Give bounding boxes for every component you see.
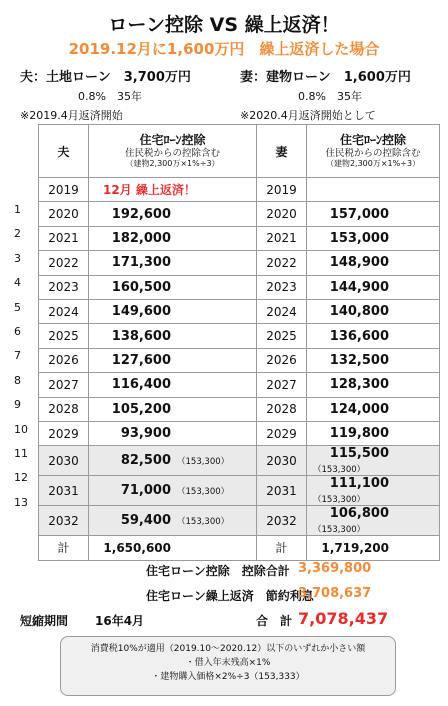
table-row bbox=[39, 226, 440, 250]
husband-year: 2023 bbox=[39, 275, 89, 299]
wife-amount: 148,900 bbox=[329, 255, 389, 271]
table-row bbox=[39, 476, 440, 506]
husband-year: 2024 bbox=[39, 299, 89, 323]
wife-amount-cell bbox=[307, 476, 440, 506]
tax-note-box bbox=[60, 636, 396, 696]
row-number: 10 bbox=[14, 423, 28, 436]
husband-year: 2028 bbox=[39, 397, 89, 421]
wife-year: 2020 bbox=[257, 202, 307, 226]
husband-amount: 127,600 bbox=[111, 352, 171, 368]
husband-year: 2022 bbox=[39, 251, 89, 275]
wife-year: 2024 bbox=[257, 299, 307, 323]
table-row bbox=[39, 299, 440, 323]
table-row bbox=[39, 251, 440, 275]
wife-amount: 132,500 bbox=[329, 352, 389, 368]
wife-amount-cell bbox=[307, 446, 440, 476]
husband-year: 2021 bbox=[39, 226, 89, 250]
husband-loan-start: ※2019.4月返済開始 bbox=[20, 109, 123, 122]
wife-amount: 157,000 bbox=[329, 206, 389, 222]
grand-total-value: 7,078,437 bbox=[298, 609, 389, 628]
husband-amount-cell bbox=[89, 275, 257, 299]
husband-amount: 71,000 bbox=[120, 483, 171, 499]
wife-amount: 115,500 bbox=[329, 446, 389, 462]
husband-amount-cell bbox=[89, 421, 257, 445]
husband-amount-cell bbox=[89, 251, 257, 275]
wife-amount: 106,800 bbox=[329, 506, 389, 522]
husband-total-cell bbox=[89, 536, 257, 560]
husband-header: 夫 bbox=[39, 125, 89, 178]
row-number: 12 bbox=[14, 471, 28, 484]
prepay-note: 12月 繰上返済！ bbox=[103, 183, 196, 198]
table-row bbox=[39, 397, 440, 421]
tax-note-line: 消費税10%が適用（2019.10～2020.12）以下のいずれか小さい額 bbox=[90, 644, 366, 654]
row-number: 6 bbox=[14, 325, 21, 338]
row-number: 1 bbox=[14, 203, 21, 216]
deduction-total-label: 住宅ローン控除 控除合計 bbox=[146, 564, 290, 578]
husband-amount: 105,200 bbox=[111, 401, 171, 417]
husband-amount-cell bbox=[89, 397, 257, 421]
wife-amount-cell bbox=[307, 421, 440, 445]
wife-year: 2019 bbox=[257, 178, 307, 202]
wife-amount-cell bbox=[307, 299, 440, 323]
husband-total-label: 計 bbox=[39, 536, 89, 560]
row-number: 4 bbox=[14, 276, 21, 289]
wife-year: 2023 bbox=[257, 275, 307, 299]
husband-sub-amount: （153,300） bbox=[177, 517, 230, 528]
wife-amount: 140,800 bbox=[329, 304, 389, 320]
wife-amount-cell bbox=[307, 348, 440, 372]
wife-loan-start: ※2020.4月返済開始として bbox=[240, 109, 376, 122]
wife-amount-cell bbox=[307, 178, 440, 202]
wife-sub-amount: （153,300） bbox=[313, 465, 366, 476]
husband-amount-cell bbox=[89, 446, 257, 476]
husband-amount: 138,600 bbox=[111, 328, 171, 344]
husband-loan-rate: 0.8% 35年 bbox=[78, 90, 142, 103]
table-header-row bbox=[39, 125, 440, 178]
table-row-2019 bbox=[39, 178, 440, 202]
husband-amount: 149,600 bbox=[111, 304, 171, 320]
deduction-title: 住宅ﾛｰﾝ控除 bbox=[139, 132, 206, 147]
wife-amount-cell bbox=[307, 324, 440, 348]
wife-year: 2029 bbox=[257, 421, 307, 445]
wife-year: 2032 bbox=[257, 506, 307, 536]
husband-amount: 182,000 bbox=[111, 230, 171, 246]
husband-year: 2025 bbox=[39, 324, 89, 348]
wife-year: 2025 bbox=[257, 324, 307, 348]
wife-amount: 124,000 bbox=[329, 401, 389, 417]
wife-year: 2026 bbox=[257, 348, 307, 372]
wife-loan-title: 妻：建物ローン 1,600万円 bbox=[240, 70, 411, 85]
husband-amount: 171,300 bbox=[111, 255, 171, 271]
shortened-period-label: 短縮期間 bbox=[20, 614, 69, 628]
tax-note-line: ・建物購入価格×2%÷3（153,333） bbox=[151, 671, 305, 682]
husband-sub-amount: （153,300） bbox=[177, 487, 230, 498]
table-row bbox=[39, 324, 440, 348]
prepay-savings-label: 住宅ローン繰上返済 節約利息 bbox=[146, 589, 314, 603]
husband-year: 2030 bbox=[39, 446, 89, 476]
row-number: 3 bbox=[14, 252, 21, 265]
husband-amount-cell bbox=[89, 506, 257, 536]
shortened-period-value: 16年4月 bbox=[95, 614, 145, 628]
husband-year: 2019 bbox=[39, 178, 89, 202]
husband-year: 2029 bbox=[39, 421, 89, 445]
wife-year: 2021 bbox=[257, 226, 307, 250]
deduction-table bbox=[38, 124, 440, 561]
husband-amount: 116,400 bbox=[111, 377, 171, 393]
husband-deduction-header bbox=[89, 125, 257, 178]
row-number: 11 bbox=[14, 447, 28, 460]
wife-amount-cell bbox=[307, 373, 440, 397]
wife-loan-info bbox=[240, 66, 411, 123]
wife-amount: 128,300 bbox=[329, 377, 389, 393]
husband-amount: 192,600 bbox=[111, 206, 171, 222]
husband-amount: 160,500 bbox=[111, 279, 171, 295]
husband-year: 2027 bbox=[39, 373, 89, 397]
row-number: 7 bbox=[14, 349, 21, 362]
wife-year: 2028 bbox=[257, 397, 307, 421]
husband-loan-title: 夫：土地ローン 3,700万円 bbox=[20, 70, 191, 85]
deduction-total-value: 3,369,800 bbox=[298, 561, 372, 576]
wife-amount-cell bbox=[307, 506, 440, 536]
wife-amount-cell bbox=[307, 226, 440, 250]
wife-amount: 119,800 bbox=[329, 426, 389, 442]
page-subtitle: 2019.12月に1,600万円 繰上返済した場合 bbox=[68, 40, 380, 58]
table-row bbox=[39, 421, 440, 445]
wife-header: 妻 bbox=[257, 125, 307, 178]
row-number: 9 bbox=[14, 398, 21, 411]
husband-total: 1,650,600 bbox=[103, 540, 171, 555]
wife-year: 2031 bbox=[257, 476, 307, 506]
wife-amount: 136,600 bbox=[329, 328, 389, 344]
row-number: 13 bbox=[14, 496, 28, 509]
wife-sub-amount: （153,300） bbox=[313, 525, 366, 536]
wife-amount-cell bbox=[307, 275, 440, 299]
wife-total: 1,719,200 bbox=[321, 540, 389, 555]
husband-amount-cell bbox=[89, 226, 257, 250]
deduction-calc: （建物2,300万×1%÷3） bbox=[325, 159, 421, 169]
husband-sub-amount: （153,300） bbox=[177, 457, 230, 468]
husband-amount-cell bbox=[89, 324, 257, 348]
row-number: 2 bbox=[14, 227, 21, 240]
husband-amount-cell bbox=[89, 202, 257, 226]
husband-amount: 93,900 bbox=[120, 426, 171, 442]
table-row bbox=[39, 202, 440, 226]
wife-year: 2030 bbox=[257, 446, 307, 476]
husband-amount: 82,500 bbox=[120, 453, 171, 469]
wife-total-label: 計 bbox=[257, 536, 307, 560]
husband-amount-cell bbox=[89, 476, 257, 506]
grand-total-label: 合 計 bbox=[256, 614, 293, 628]
husband-amount-cell bbox=[89, 299, 257, 323]
husband-amount: 59,400 bbox=[120, 513, 171, 529]
row-number: 5 bbox=[14, 301, 21, 314]
table-total-row bbox=[39, 536, 440, 560]
table-row bbox=[39, 373, 440, 397]
husband-amount-cell bbox=[89, 348, 257, 372]
deduction-note: 住民税からの控除含む bbox=[325, 147, 421, 159]
wife-amount: 111,100 bbox=[329, 476, 389, 492]
wife-sub-amount: （153,300） bbox=[313, 495, 366, 506]
table-row bbox=[39, 446, 440, 476]
wife-year: 2022 bbox=[257, 251, 307, 275]
row-number: 8 bbox=[14, 374, 21, 387]
deduction-calc: （建物2,300万×1%÷3） bbox=[125, 159, 220, 169]
wife-total-cell bbox=[307, 536, 440, 560]
wife-year: 2027 bbox=[257, 373, 307, 397]
husband-year: 2031 bbox=[39, 476, 89, 506]
wife-deduction-header bbox=[307, 125, 440, 178]
husband-prepay-note bbox=[89, 178, 257, 202]
wife-loan-rate: 0.8% 35年 bbox=[298, 90, 362, 103]
husband-amount-cell bbox=[89, 373, 257, 397]
prepay-savings-value: 3,708,637 bbox=[298, 586, 372, 601]
page-title: ローン控除 VS 繰上返済！ bbox=[108, 14, 340, 36]
husband-loan-info bbox=[20, 66, 191, 123]
husband-year: 2020 bbox=[39, 202, 89, 226]
deduction-note: 住民税からの控除含む bbox=[124, 147, 220, 159]
deduction-title: 住宅ﾛｰﾝ控除 bbox=[339, 132, 406, 147]
wife-amount-cell bbox=[307, 251, 440, 275]
husband-year: 2026 bbox=[39, 348, 89, 372]
table-row bbox=[39, 275, 440, 299]
table-row bbox=[39, 348, 440, 372]
tax-note-line: ・借入年末残高×1% bbox=[185, 657, 271, 668]
wife-amount: 144,900 bbox=[329, 279, 389, 295]
wife-amount: 153,000 bbox=[329, 230, 389, 246]
husband-year: 2032 bbox=[39, 506, 89, 536]
wife-amount-cell bbox=[307, 397, 440, 421]
wife-amount-cell bbox=[307, 202, 440, 226]
table-row bbox=[39, 506, 440, 536]
